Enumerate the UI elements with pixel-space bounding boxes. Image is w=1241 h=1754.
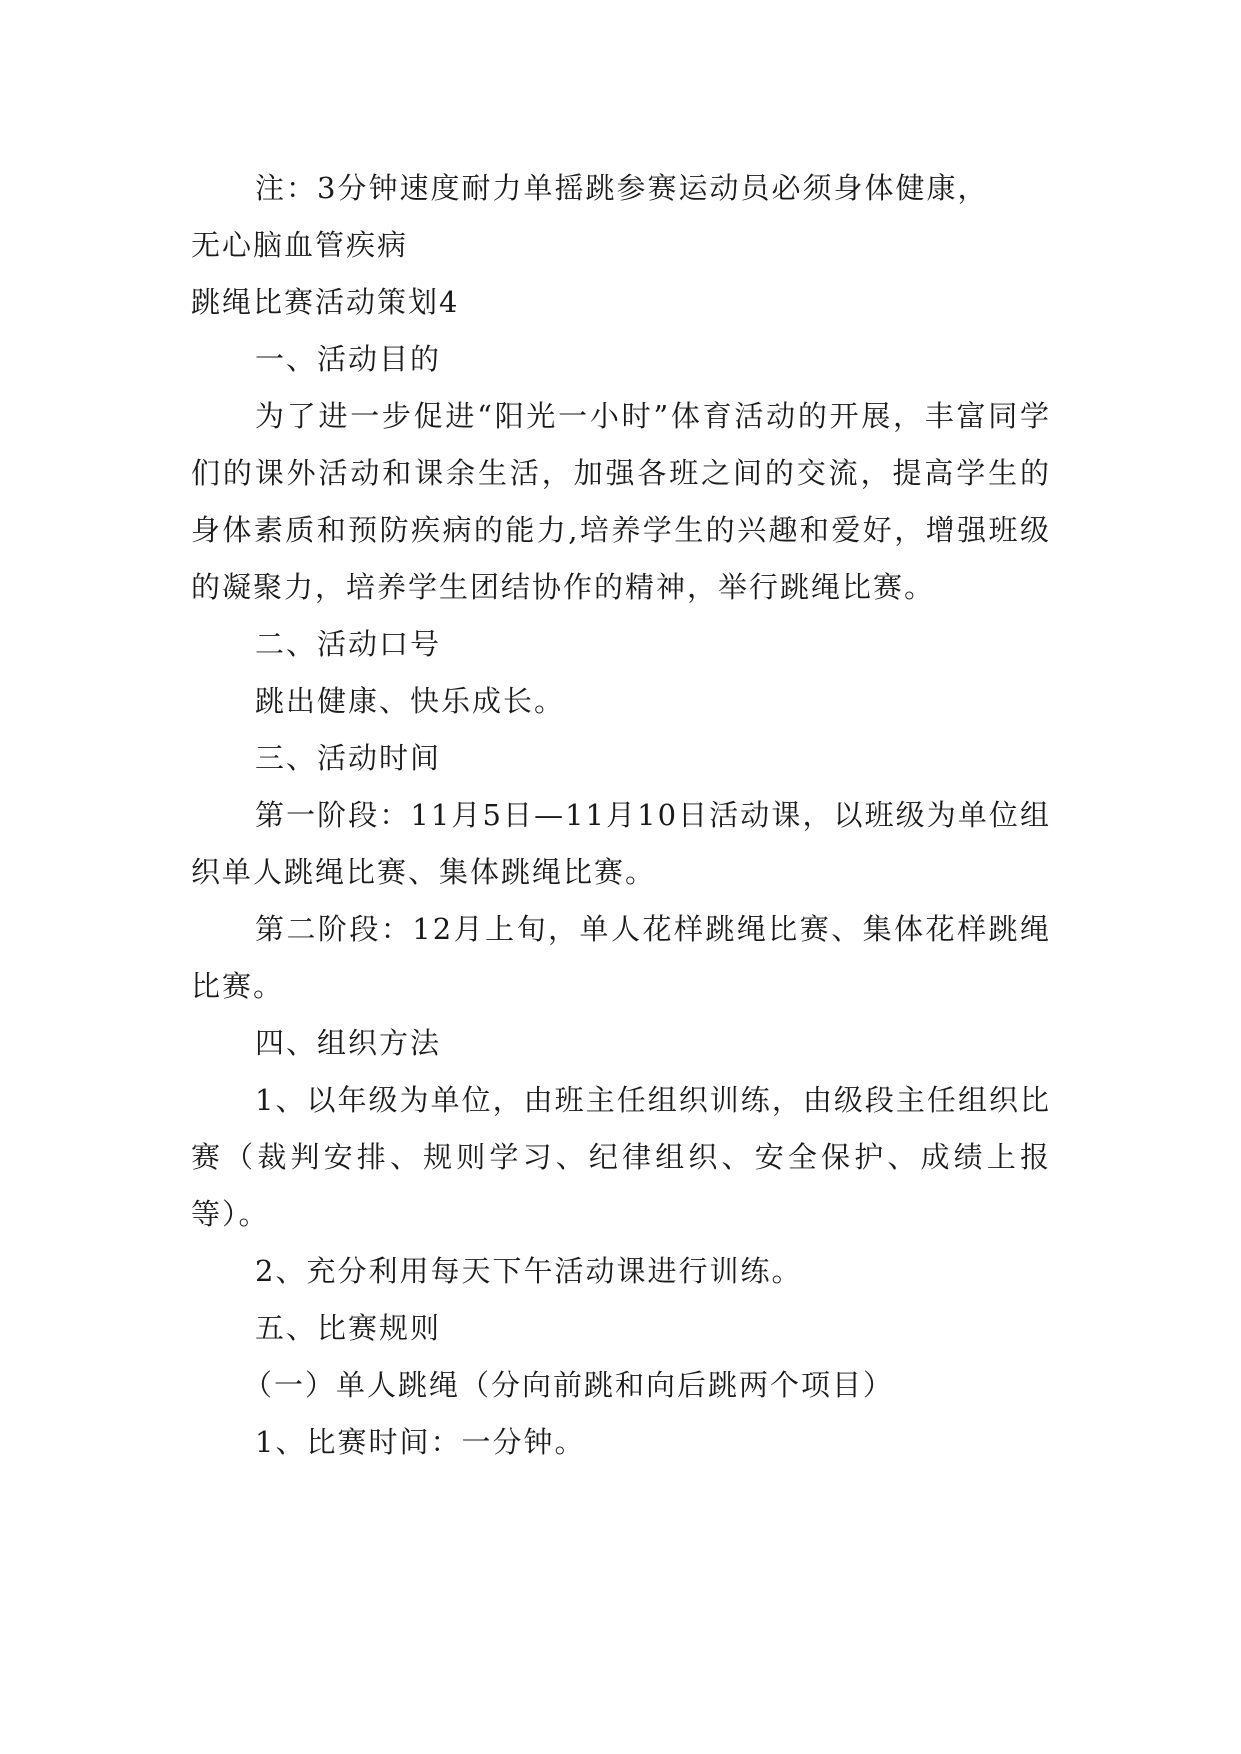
organization-item-1: 1、以年级为单位，由班主任组织训练，由级段主任组织比赛（裁判安排、规则学习、纪律组织、安全保护、成绩上报等）。	[191, 1083, 1051, 1231]
section-title: 跳绳比赛活动策划4	[191, 285, 460, 319]
rules-subheading-single: （一）单人跳绳（分向前跳和向后跳两个项目）	[243, 1368, 895, 1402]
heading-purpose: 一、活动目的	[255, 342, 442, 376]
time-stage-two: 第二阶段：12月上旬，单人花样跳绳比赛、集体花样跳绳比赛。	[191, 912, 1051, 1003]
heading-rules: 五、比赛规则	[255, 1311, 442, 1345]
rules-item-1: 1、比赛时间：一分钟。	[255, 1425, 586, 1459]
organization-item-2: 2、充分利用每天下午活动课进行训练。	[255, 1254, 803, 1288]
heading-slogan: 二、活动口号	[255, 627, 442, 661]
note-paragraph-continued: 无心脑血管疾病	[191, 228, 409, 262]
time-stage-one: 第一阶段：11月5日—11月10日活动课，以班级为单位组织单人跳绳比赛、集体跳绳比赛。	[191, 798, 1051, 889]
heading-organization: 四、组织方法	[255, 1026, 442, 1060]
slogan-paragraph: 跳出健康、快乐成长。	[255, 684, 566, 718]
document-body	[191, 160, 1051, 1471]
note-paragraph: 注：3分钟速度耐力单摇跳参赛运动员必须身体健康，	[255, 171, 989, 205]
purpose-paragraph: 为了进一步促进“阳光一小时”体育活动的开展，丰富同学们的课外活动和课余生活，加强各班之间的交流，提高学生的身体素质和预防疾病的能力,培养学生的兴趣和爱好，增强班级的凝聚力，培养学生团结协作的精神，举行跳绳比赛。	[191, 399, 1051, 604]
heading-time: 三、活动时间	[255, 741, 442, 775]
